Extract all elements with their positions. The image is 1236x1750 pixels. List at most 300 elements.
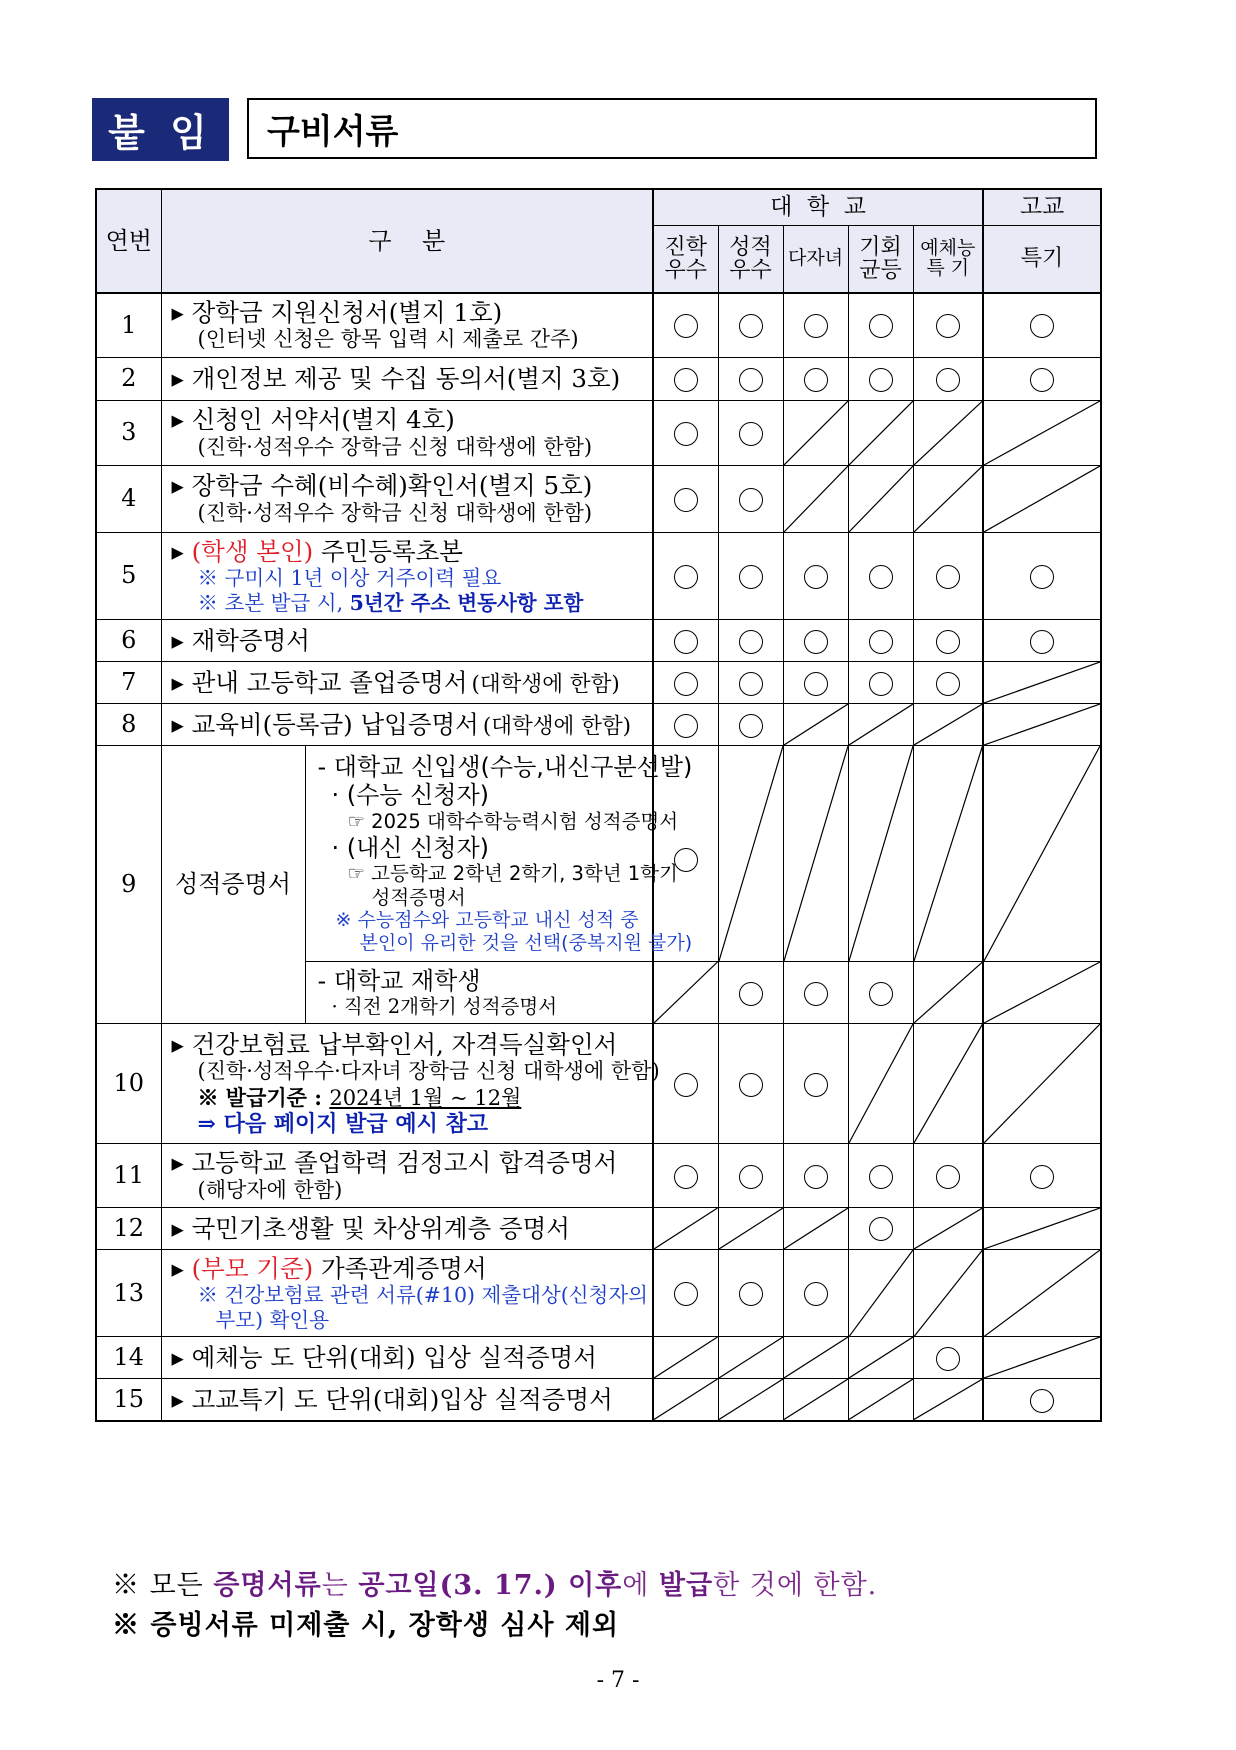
required-mark (653, 293, 718, 357)
col-header-line: 우수 (729, 258, 772, 283)
document-name (172, 1385, 647, 1414)
not-applicable-cell (848, 1337, 913, 1379)
col-header-line: 특기 (1020, 246, 1064, 272)
diagonal-slash-icon (784, 1208, 848, 1249)
diagonal-slash-icon (849, 401, 913, 465)
diagonal-slash-icon (984, 1337, 1100, 1378)
not-applicable-cell (783, 1379, 848, 1421)
required-mark (913, 357, 983, 400)
document-name-text: 주민등록초본 (313, 536, 463, 566)
document-description (161, 293, 653, 357)
document-condition: (대학생에 한함) (482, 713, 632, 739)
not-applicable-cell (913, 1024, 983, 1144)
diagonal-slash-icon (914, 466, 983, 532)
not-applicable-cell (848, 1024, 913, 1144)
col-header-line: 특 기 (926, 257, 970, 279)
note-segment: 한 것에 한함. (713, 1570, 878, 1601)
diagonal-slash-icon (849, 466, 913, 532)
not-applicable-cell (983, 1249, 1101, 1337)
not-applicable-cell (983, 746, 1101, 962)
circle-icon (804, 1282, 828, 1306)
col-header-line: 진학 (664, 234, 708, 260)
circle-icon (1030, 1165, 1054, 1189)
circle-icon (936, 314, 960, 338)
required-mark (983, 620, 1101, 662)
document-note: 부모) 확인용 (215, 1307, 330, 1332)
circle-icon (674, 314, 698, 338)
not-applicable-cell (653, 1207, 718, 1249)
document-name (172, 1148, 647, 1177)
diagonal-slash-icon (984, 1024, 1100, 1143)
grade-certificate-freshman (305, 746, 693, 962)
not-applicable-cell (718, 1337, 783, 1379)
circle-icon (936, 565, 960, 589)
document-name-text: ▸ 재학증명서 (171, 625, 310, 655)
required-mark (718, 662, 783, 704)
circle-icon (869, 630, 893, 654)
required-mark (848, 662, 913, 704)
text-line: ※ 수능점수와 고등학교 내신 성적 중 (335, 909, 639, 932)
diagonal-slash-icon (984, 962, 1100, 1023)
table-row (96, 357, 1101, 400)
required-mark (653, 465, 718, 532)
required-mark (783, 1144, 848, 1208)
document-name-text: ▸ 장학금 지원신청서(별지 1호) (171, 298, 503, 327)
table-row (96, 1249, 1101, 1337)
circle-icon (936, 1165, 960, 1189)
circle-icon (739, 982, 763, 1006)
document-name (172, 710, 647, 740)
required-mark (983, 1144, 1101, 1208)
diagonal-slash-icon (914, 1024, 983, 1143)
circle-icon (1030, 565, 1054, 589)
document-condition: (인터넷 신청은 항목 입력 시 제출로 간주) (197, 327, 579, 352)
diagonal-slash-icon (784, 466, 848, 532)
text-line: 성적증명서 (371, 885, 466, 909)
circle-icon (804, 672, 828, 696)
circle-icon (674, 422, 698, 446)
document-name-text: ▸ 예체능 도 단위(대회) 입상 실적증명서 (171, 1343, 597, 1373)
row-category-label: 성적증명서 (161, 746, 305, 1024)
not-applicable-cell (848, 704, 913, 746)
required-mark (653, 532, 718, 620)
circle-icon (869, 982, 893, 1006)
not-applicable-cell (718, 1207, 783, 1249)
not-applicable-cell (783, 1207, 848, 1249)
circle-icon (804, 1165, 828, 1189)
basis-highlight: (학생 본인) (191, 536, 314, 566)
circle-icon (936, 368, 960, 392)
required-mark (718, 357, 783, 400)
not-applicable-cell (983, 465, 1101, 532)
circle-icon (674, 488, 698, 512)
table-row (96, 1379, 1101, 1421)
col-header-scholarship-type (983, 226, 1101, 294)
not-applicable-cell (783, 400, 848, 465)
issue-standard (172, 1085, 647, 1111)
table-row (96, 1207, 1101, 1249)
not-applicable-cell (848, 400, 913, 465)
table-row (96, 662, 1101, 704)
required-mark (848, 293, 913, 357)
not-applicable-cell (848, 1249, 913, 1337)
note-segment: 공고일(3. 17.) 이후 (358, 1570, 623, 1601)
required-mark (783, 1249, 848, 1337)
bullet-text: ▸ (171, 536, 192, 566)
required-mark (718, 704, 783, 746)
diagonal-slash-icon (984, 466, 1100, 532)
required-mark (653, 620, 718, 662)
diagonal-slash-icon (654, 1337, 718, 1378)
required-mark (848, 1144, 913, 1208)
circle-icon (936, 1347, 960, 1371)
document-name (172, 405, 647, 434)
required-mark (718, 620, 783, 662)
text-line: · (내신 신청자) (331, 833, 490, 862)
diagonal-slash-icon (784, 1337, 848, 1378)
circle-icon (674, 1165, 698, 1189)
document-name-text: ▸ 관내 고등학교 졸업증명서 (171, 667, 468, 697)
circle-icon (674, 848, 698, 872)
circle-icon (674, 1073, 698, 1097)
circle-icon (739, 1073, 763, 1097)
not-applicable-cell (913, 400, 983, 465)
required-mark (983, 357, 1101, 400)
document-condition: (진학·성적우수 장학금 신청 대학생에 한함) (197, 500, 593, 525)
diagonal-slash-icon (654, 962, 718, 1023)
circle-icon (869, 368, 893, 392)
text-line: - 대학교 신입생(수능,내신구분선발) (317, 752, 693, 781)
document-condition: (진학·성적우수 장학금 신청 대학생에 한함) (197, 434, 593, 459)
not-applicable-cell (913, 465, 983, 532)
document-name (172, 668, 647, 698)
row-number: 7 (96, 662, 161, 704)
diagonal-slash-icon (914, 1250, 983, 1337)
required-mark (783, 357, 848, 400)
required-documents-table (95, 188, 1102, 1422)
not-applicable-cell (783, 1337, 848, 1379)
required-mark (718, 293, 783, 357)
circle-icon (869, 314, 893, 338)
circle-icon (1030, 1389, 1054, 1413)
row-number: 5 (96, 532, 161, 620)
required-mark (783, 532, 848, 620)
text-line: · 직전 2개학기 성적증명서 (331, 995, 558, 1019)
not-applicable-cell (913, 1249, 983, 1337)
not-applicable-cell (983, 1207, 1101, 1249)
document-name (172, 537, 647, 566)
not-applicable-cell (718, 1379, 783, 1421)
diagonal-slash-icon (984, 746, 1100, 961)
circle-icon (1030, 368, 1054, 392)
table-row (96, 704, 1101, 746)
circle-icon (674, 672, 698, 696)
row-number: 9 (96, 746, 161, 1024)
not-applicable-cell (983, 400, 1101, 465)
required-mark (653, 357, 718, 400)
row-number: 13 (96, 1249, 161, 1337)
required-mark (848, 962, 913, 1024)
issue-standard-label: ※ 발급기준 : (197, 1084, 330, 1110)
document-name-text: ▸ 교육비(등록금) 납입증명서 (171, 709, 479, 739)
circle-icon (674, 714, 698, 738)
header-row (96, 189, 1101, 226)
row-number: 4 (96, 465, 161, 532)
basis-highlight: (부모 기준) (191, 1253, 314, 1283)
required-mark (653, 1024, 718, 1144)
document-description (161, 1249, 653, 1337)
document-condition: (대학생에 한함) (471, 671, 620, 697)
not-applicable-cell (983, 704, 1101, 746)
document-name (172, 1254, 647, 1283)
not-applicable-cell (913, 704, 983, 746)
document-name (172, 364, 647, 393)
not-applicable-cell (983, 1024, 1101, 1144)
document-description (161, 1379, 653, 1421)
table-row (96, 1337, 1101, 1379)
issue-period: 2024년 1월 ~ 12월 (329, 1085, 522, 1110)
attachment-badge: 붙 임 (92, 98, 229, 161)
diagonal-slash-icon (984, 1250, 1100, 1337)
document-description (161, 1207, 653, 1249)
required-mark (718, 1144, 783, 1208)
circle-icon (936, 630, 960, 654)
col-header-item: 구 분 (161, 189, 653, 293)
col-header-scholarship-type (718, 226, 783, 294)
diagonal-slash-icon (914, 962, 983, 1023)
circle-icon (739, 422, 763, 446)
text-line: · (수능 신청자) (331, 781, 490, 810)
circle-icon (739, 1282, 763, 1306)
circle-icon (739, 488, 763, 512)
document-name-text: ▸ 건강보험료 납부확인서, 자격득실확인서 (171, 1030, 618, 1060)
note-segment: ※ 모든 (112, 1570, 214, 1601)
document-name (172, 298, 647, 327)
circle-icon (674, 565, 698, 589)
diagonal-slash-icon (914, 401, 983, 465)
note-segment: 에 (622, 1570, 659, 1601)
required-mark (783, 962, 848, 1024)
circle-icon (804, 565, 828, 589)
required-mark (718, 1024, 783, 1144)
diagonal-slash-icon (984, 704, 1100, 745)
not-applicable-cell (913, 746, 983, 962)
required-mark (718, 962, 783, 1024)
text-line: 본인이 유리한 것을 선택(중복지원 불가) (359, 931, 693, 954)
note-text: ※ 초본 발급 시, (197, 590, 350, 615)
table-row (96, 465, 1101, 532)
not-applicable-cell (983, 962, 1101, 1024)
document-note: ※ 구미시 1년 이상 거주이력 필요 (197, 565, 502, 590)
not-applicable-cell (848, 746, 913, 962)
document-description (161, 1024, 660, 1144)
col-header-scholarship-type (653, 226, 718, 294)
required-mark (653, 746, 718, 962)
document-name (172, 626, 647, 655)
col-header-line: 균등 (859, 258, 902, 283)
grade-certificate-enrolled (305, 962, 653, 1024)
required-mark (653, 704, 718, 746)
document-description (161, 620, 653, 662)
bullet-text: ▸ (171, 1253, 192, 1283)
document-note (172, 591, 647, 616)
not-applicable-cell (653, 1337, 718, 1379)
circle-icon (739, 1165, 763, 1189)
circle-icon (739, 714, 763, 738)
required-mark (653, 400, 718, 465)
row-number: 2 (96, 357, 161, 400)
required-mark (913, 293, 983, 357)
required-mark (983, 1379, 1101, 1421)
circle-icon (1030, 630, 1054, 654)
diagonal-slash-icon (654, 1379, 718, 1420)
circle-icon (1030, 314, 1054, 338)
required-mark (848, 357, 913, 400)
col-header-line: 우수 (664, 258, 708, 283)
document-description (161, 465, 653, 532)
note-issue-date (112, 1563, 877, 1602)
row-number: 6 (96, 620, 161, 662)
required-mark (653, 662, 718, 704)
col-header-scholarship-type (783, 226, 848, 294)
circle-icon (739, 565, 763, 589)
row-number: 14 (96, 1337, 161, 1379)
col-header-line: 성적 (729, 234, 772, 260)
diagonal-slash-icon (784, 704, 848, 745)
col-group-highschool: 고교 (983, 189, 1101, 226)
circle-icon (739, 672, 763, 696)
table-row (96, 532, 1101, 620)
document-name-text: ▸ 고교특기 도 단위(대회)입상 실적증명서 (171, 1384, 613, 1414)
not-applicable-cell (983, 1337, 1101, 1379)
diagonal-slash-icon (784, 401, 848, 465)
col-header-line: 다자녀 (787, 247, 844, 270)
document-note: ※ 건강보험료 관련 서류(#10) 제출대상(신청자의 (197, 1283, 648, 1308)
row-number: 11 (96, 1144, 161, 1208)
required-mark (718, 400, 783, 465)
required-mark (848, 620, 913, 662)
circle-icon (674, 368, 698, 392)
diagonal-slash-icon (914, 746, 983, 961)
document-name-text: ▸ 신청인 서약서(별지 4호) (171, 405, 455, 435)
document-name-text: ▸ 고등학교 졸업학력 검정고시 합격증명서 (171, 1148, 618, 1178)
document-description (161, 357, 653, 400)
note-segment: 는 (321, 1570, 359, 1601)
document-name (172, 1030, 647, 1059)
required-mark (653, 1249, 718, 1337)
required-mark (983, 532, 1101, 620)
note-segment: 증명서류 (213, 1570, 322, 1601)
diagonal-slash-icon (914, 704, 983, 745)
row-number: 3 (96, 400, 161, 465)
document-description (161, 662, 653, 704)
not-applicable-cell (913, 1207, 983, 1249)
required-mark (783, 620, 848, 662)
document-name-text: ▸ 개인정보 제공 및 수집 동의서(별지 3호) (171, 363, 621, 393)
table-row (96, 400, 1101, 465)
diagonal-slash-icon (719, 1208, 783, 1249)
document-condition: (해당자에 한함) (197, 1177, 343, 1202)
row-number: 15 (96, 1379, 161, 1421)
required-mark (783, 293, 848, 357)
diagonal-slash-icon (849, 1337, 913, 1378)
document-description (161, 1144, 653, 1208)
diagonal-slash-icon (784, 746, 848, 961)
required-mark (718, 532, 783, 620)
circle-icon (869, 1217, 893, 1241)
page-number: - 7 - (596, 1668, 640, 1693)
circle-icon (936, 672, 960, 696)
circle-icon (674, 1282, 698, 1306)
document-description (161, 532, 653, 620)
diagonal-slash-icon (849, 746, 913, 961)
diagonal-slash-icon (914, 1379, 983, 1420)
required-mark (913, 1337, 983, 1379)
document-condition: (진학·성적우수·다자녀 장학금 신청 대학생에 한함) (197, 1059, 660, 1084)
diagonal-slash-icon (984, 662, 1100, 703)
col-header-no: 연번 (96, 189, 161, 293)
note-emphasis: 5년간 주소 변동사항 포함 (349, 590, 584, 615)
required-mark (913, 620, 983, 662)
circle-icon (804, 368, 828, 392)
col-group-university: 대 학 교 (653, 189, 983, 226)
document-description (161, 400, 653, 465)
diagonal-slash-icon (849, 1250, 913, 1337)
document-description (161, 1337, 653, 1379)
circle-icon (804, 1073, 828, 1097)
required-mark (913, 1144, 983, 1208)
table-row (96, 1144, 1101, 1208)
row-number: 12 (96, 1207, 161, 1249)
required-mark (913, 662, 983, 704)
table-row (96, 620, 1101, 662)
not-applicable-cell (783, 746, 848, 962)
not-applicable-cell (783, 704, 848, 746)
note-segment: 발급 (658, 1570, 714, 1601)
diagonal-slash-icon (719, 1379, 783, 1420)
not-applicable-cell (848, 1379, 913, 1421)
not-applicable-cell (913, 1379, 983, 1421)
not-applicable-cell (718, 746, 783, 962)
diagonal-slash-icon (719, 746, 783, 961)
section-title: 구비서류 (247, 98, 1097, 159)
diagonal-slash-icon (984, 401, 1100, 465)
row-number: 1 (96, 293, 161, 357)
diagonal-slash-icon (849, 1379, 913, 1420)
diagonal-slash-icon (654, 1208, 718, 1249)
reference-link-text: ⇒ 다음 페이지 발급 예시 참고 (197, 1110, 489, 1137)
not-applicable-cell (783, 465, 848, 532)
diagonal-slash-icon (849, 704, 913, 745)
required-mark (783, 662, 848, 704)
diagonal-slash-icon (984, 1208, 1100, 1249)
text-line: ☞ 고등학교 2학년 2학기, 3학년 1학기 (347, 862, 678, 886)
circle-icon (869, 565, 893, 589)
required-mark (848, 1207, 913, 1249)
diagonal-slash-icon (719, 1337, 783, 1378)
document-name-text: 가족관계증명서 (313, 1253, 487, 1283)
col-header-scholarship-type (848, 226, 913, 294)
note-missing-docs: ※ 증빙서류 미제출 시, 장학생 심사 제외 (112, 1610, 620, 1641)
col-header-scholarship-type (913, 226, 983, 294)
circle-icon (804, 982, 828, 1006)
document-name-text: ▸ 국민기초생활 및 차상위계층 증명서 (171, 1213, 570, 1243)
circle-icon (739, 314, 763, 338)
col-header-line: 예체능 (920, 237, 976, 260)
document-name-text: ▸ 장학금 수혜(비수혜)확인서(별지 5호) (171, 471, 593, 501)
circle-icon (804, 314, 828, 338)
required-mark (913, 532, 983, 620)
